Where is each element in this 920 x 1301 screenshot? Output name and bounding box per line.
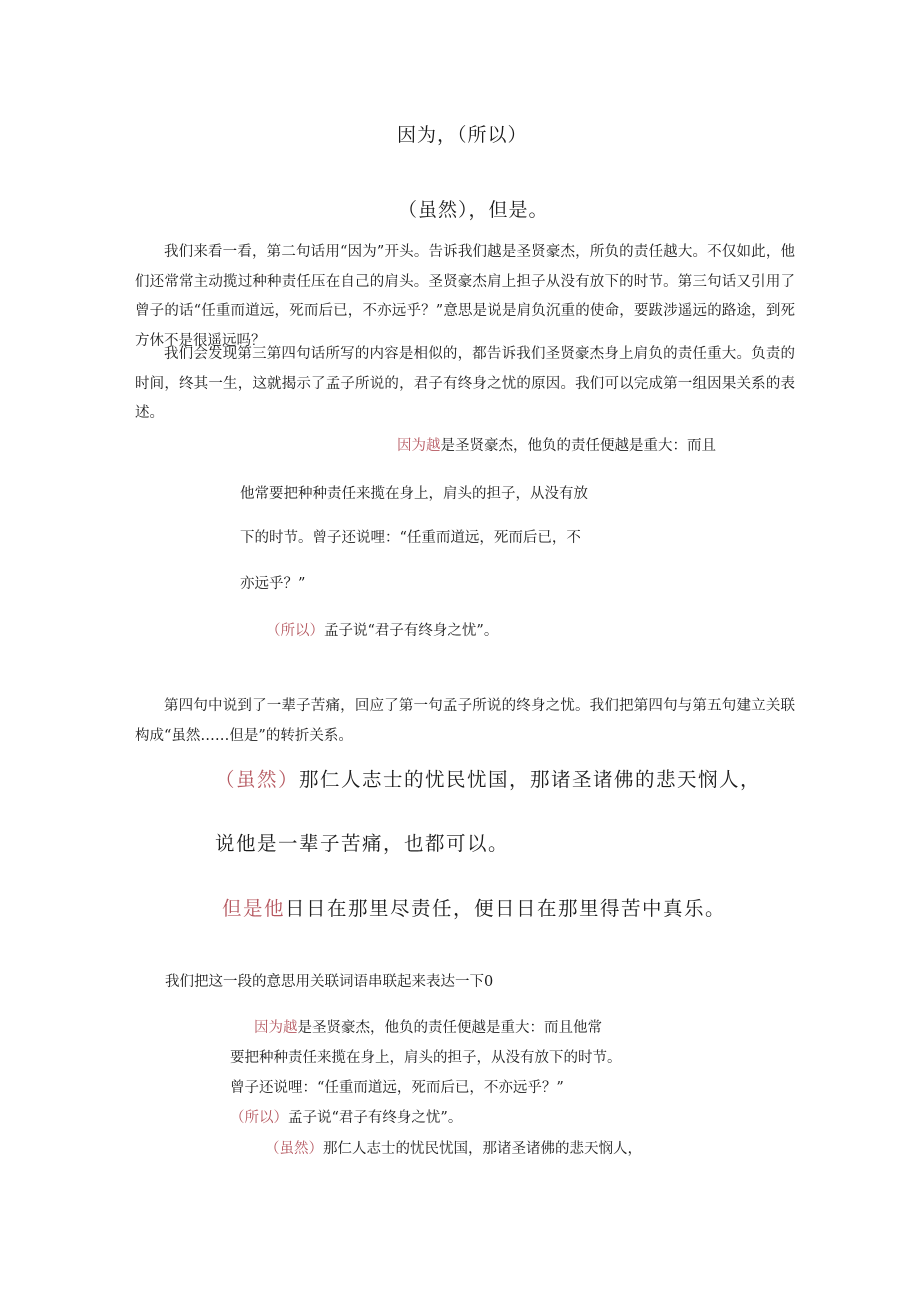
block1-line3: 下的时节。曾子还说哩：“任重而道远，死而后已，不 <box>240 530 581 546</box>
block3-line4: （所以）孟子说“君子有终身之忧”。 <box>230 1110 463 1126</box>
conjunction-although: （虽然） <box>215 768 300 791</box>
paragraph-analysis-2: 我们会发现第三第四句话所写的内容是相似的，都告诉我们圣贤豪杰身上肩负的责任重大。负责的时间，终其一生，这就揭示了孟子所说的，君子有终身之忧的原因。我们可以完成第一组因果关系的表述。 <box>135 346 795 421</box>
block3-line1: 因为越是圣贤豪杰，他负的责任便越是重大：而且他常 <box>254 1020 602 1036</box>
paragraph-analysis-4: 我们把这一段的意思用关联词语串联起来表达一下0 <box>165 974 494 990</box>
heading-concession: （虽然），但是。 <box>398 199 549 221</box>
conjunction-because: 因为越 <box>254 1020 298 1036</box>
paragraph-analysis-3: 第四句中说到了一辈子苦痛，回应了第一句孟子所说的终身之忧。我们把第四句与第五句建立关联构成“虽然……但是”的转折关系。 <box>135 698 795 744</box>
block1-line1: 因为越是圣贤豪杰，他负的责任便越是重大：而且 <box>397 438 716 454</box>
block3-line2: 要把种种责任来揽在身上，肩头的担子，从没有放下的时节。 <box>230 1050 622 1066</box>
paragraph-analysis-1: 我们来看一看，第二句话用“因为”开头。告诉我们越是圣贤豪杰，所负的责任越大。不仅如此，他们还常常主动揽过种种责任压在自己的肩头。圣贤豪杰肩上担子从没有放下的时节。第三句话又引用了曾子的话“任重而道远，死而后已，不亦远乎？”意思是说是肩负沉重的使命，要跋涉遥远的路途，到死方休不是很遥远吗？ <box>135 244 795 349</box>
conjunction-because: 因为越 <box>397 438 441 454</box>
block3-line3: 曾子还说哩：“任重而道远，死而后已，不亦远乎？” <box>230 1080 564 1096</box>
block1-line4: 亦远乎？” <box>240 576 306 592</box>
heading-cause-effect: 因为，（所以） <box>397 124 528 146</box>
block3-line5: （虽然）那仁人志士的忧民忧国，那诸圣诸佛的悲天悯人， <box>265 1141 642 1157</box>
block1-line5: （所以）孟子说“君子有终身之忧”。 <box>266 623 499 639</box>
block1-line2: 他常要把种种责任来揽在身上，肩头的担子，从没有放 <box>240 486 588 502</box>
conjunction-although: （虽然） <box>265 1141 323 1157</box>
block2-line1: （虽然）那仁人志士的忧民忧国，那诸圣诸佛的悲天悯人， <box>215 768 762 791</box>
conjunction-but: 但是他 <box>222 897 286 920</box>
block2-line2: 说他是一辈子苦痛，也都可以。 <box>215 832 510 855</box>
conjunction-therefore: （所以） <box>230 1110 288 1126</box>
conjunction-therefore: （所以） <box>266 623 324 639</box>
block2-line3: 但是他日日在那里尽责任，便日日在那里得苦中真乐。 <box>222 897 727 920</box>
